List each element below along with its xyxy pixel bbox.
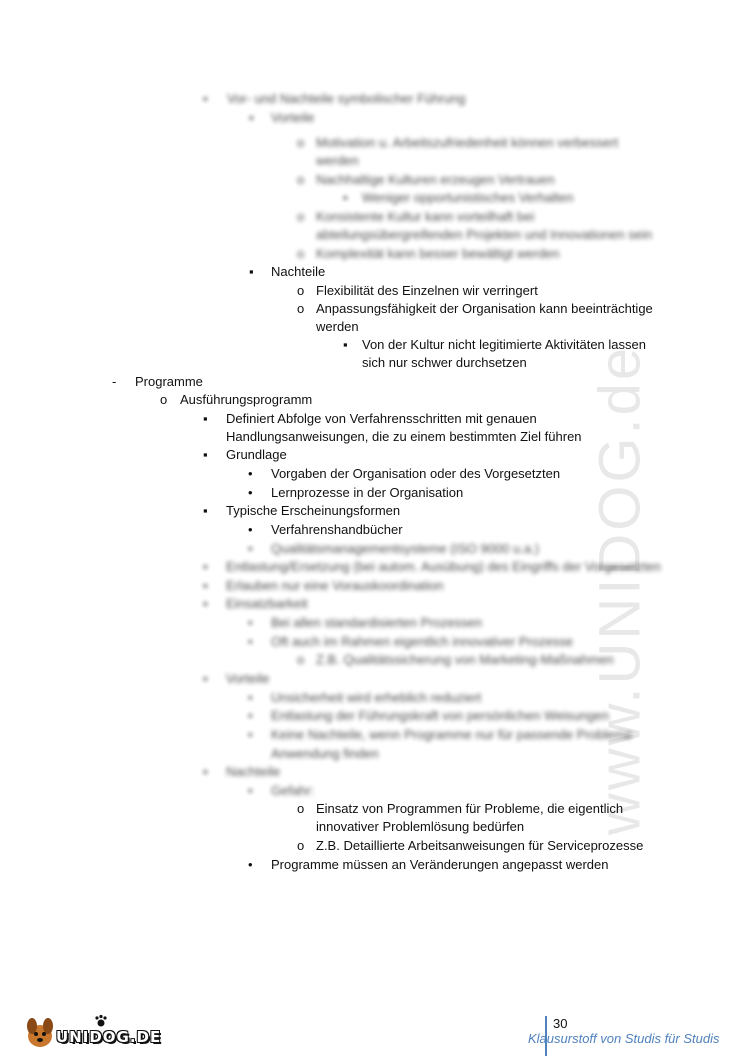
list-marker: • bbox=[248, 708, 253, 723]
document-line-text: Entlastung/Ersetzung (bei autom. Ausübung) des Eingriffs der Vorgesetzten bbox=[226, 559, 661, 574]
document-line-text: Vorgaben der Organisation oder des Vorgesetzten bbox=[271, 466, 561, 481]
document-line-text: Programme müssen an Veränderungen angepasst werden bbox=[271, 857, 609, 872]
list-marker: ▪ bbox=[203, 447, 208, 462]
document-line-text: sich nur schwer durchsetzen bbox=[362, 355, 527, 370]
document-line-text: Anpassungsfähigkeit der Organisation kann beeinträchtige bbox=[316, 301, 653, 316]
list-marker: • bbox=[248, 783, 253, 798]
document-line-text: Keine Nachteile, wenn Programme nur für passende Probleme bbox=[271, 727, 633, 742]
document-line-text: Z.B. Detaillierte Arbeitsanweisungen für Serviceprozesse bbox=[316, 838, 644, 853]
document-line-text: Nachhaltige Kulturen erzeugen Vertrauen bbox=[316, 172, 555, 187]
document-line-text: Definiert Abfolge von Verfahrensschritten mit genauen bbox=[226, 411, 537, 426]
document-line-text: werden bbox=[316, 153, 359, 168]
paw-icon bbox=[94, 1014, 108, 1028]
list-marker: • bbox=[248, 690, 253, 705]
document-line-text: Weniger opportunistisches Verhalten bbox=[362, 190, 574, 205]
document-line-text: Nachteile bbox=[271, 264, 326, 279]
list-marker: o bbox=[297, 246, 305, 261]
document-line-text: Lernprozesse in der Organisation bbox=[271, 485, 464, 500]
list-marker: o bbox=[297, 135, 305, 150]
list-marker: ▪ bbox=[249, 264, 254, 279]
page-number: 30 bbox=[553, 1016, 568, 1031]
document-line-text: Von der Kultur nicht legitimierte Aktivitäten lassen bbox=[362, 337, 646, 352]
document-line-text: Unsicherheit wird erheblich reduziert bbox=[271, 690, 482, 705]
document-line-text: Erlauben nur eine Vorauskoordination bbox=[226, 578, 444, 593]
document-line-text: Verfahrenshandbücher bbox=[271, 522, 403, 537]
logo-text: UNIDOG.DE bbox=[56, 1028, 162, 1046]
list-marker: ▪ bbox=[203, 91, 208, 106]
document-line-text: Ausführungsprogramm bbox=[180, 392, 313, 407]
document-line-text: Bei allen standardisierten Prozessen bbox=[271, 615, 483, 630]
list-marker: o bbox=[160, 392, 168, 407]
list-marker: o bbox=[297, 838, 305, 853]
list-marker: • bbox=[248, 615, 253, 630]
list-marker: o bbox=[297, 283, 305, 298]
list-marker: o bbox=[297, 801, 305, 816]
document-line-text: werden bbox=[316, 319, 359, 334]
list-marker: • bbox=[248, 857, 253, 872]
list-marker: • bbox=[248, 541, 253, 556]
document-line-text: Handlungsanweisungen, die zu einem bestimmten Ziel führen bbox=[226, 429, 582, 444]
document-line-text: Vorteile bbox=[271, 110, 315, 125]
list-marker: ▪ bbox=[343, 337, 348, 352]
list-marker: - bbox=[112, 374, 117, 389]
document-line-text: Einsatzbarkeit bbox=[226, 596, 308, 611]
document-line-text: Vorteile bbox=[226, 671, 270, 686]
document-line-text: Motivation u. Arbeitszufriedenheit können verbessert bbox=[316, 135, 619, 150]
footer-tagline: Klausurstoff von Studis für Studis bbox=[528, 1031, 720, 1046]
document-line-text: Grundlage bbox=[226, 447, 287, 462]
list-marker: • bbox=[248, 727, 253, 742]
list-marker: ▪ bbox=[203, 503, 208, 518]
list-marker: ▪ bbox=[203, 578, 208, 593]
list-marker: ▪ bbox=[203, 764, 208, 779]
document-line-text: abteilungsübergreifenden Projekten und Innovationen sein bbox=[316, 227, 653, 242]
list-marker: ▪ bbox=[343, 190, 348, 205]
document-line-text: Vor- und Nachteile symbolischer Führung bbox=[227, 91, 466, 106]
document-line-text: Anwendung finden bbox=[271, 746, 379, 761]
list-marker: • bbox=[248, 634, 253, 649]
document-line-text: Z.B. Qualitätssicherung von Marketing-Maßnahmen bbox=[316, 652, 614, 667]
document-line-text: Typische Erscheinungsformen bbox=[226, 503, 401, 518]
document-line-text: Komplexität kann besser bewältigt werden bbox=[316, 246, 560, 261]
document-line-text: Programme bbox=[135, 374, 203, 389]
list-marker: ▪ bbox=[203, 596, 208, 611]
list-marker: • bbox=[248, 485, 253, 500]
document-line-text: Einsatz von Programmen für Probleme, die eigentlich bbox=[316, 801, 624, 816]
list-marker: o bbox=[297, 209, 305, 224]
document-line-text: Nachteile bbox=[226, 764, 281, 779]
document-line-text: Oft auch im Rahmen eigentlich innovativer Prozesse bbox=[271, 634, 574, 649]
list-marker: • bbox=[248, 466, 253, 481]
document-line-text: innovativer Problemlösung bedürfen bbox=[316, 819, 525, 834]
list-marker: o bbox=[297, 652, 305, 667]
document-line-text: Qualitätsmanagementsysteme (ISO 9000 u.a.) bbox=[271, 541, 540, 556]
list-marker: o bbox=[297, 172, 305, 187]
list-marker: ▪ bbox=[203, 411, 208, 426]
document-line-text: Konsistente Kultur kann vorteilhaft bei bbox=[316, 209, 535, 224]
list-marker: o bbox=[297, 301, 305, 316]
dog-mascot-icon bbox=[22, 1014, 58, 1050]
document-line-text: Flexibilität des Einzelnen wir verringert bbox=[316, 283, 538, 298]
list-marker: ▪ bbox=[203, 671, 208, 686]
document-line-text: Gefahr: bbox=[271, 783, 315, 798]
watermark: www.UNIDOG.de bbox=[587, 344, 653, 836]
document-line-text: Entlastung der Führungskraft von persönlichen Weisungen bbox=[271, 708, 609, 723]
list-marker: • bbox=[248, 522, 253, 537]
list-marker: ▪ bbox=[203, 559, 208, 574]
list-marker: ▪ bbox=[249, 110, 254, 125]
